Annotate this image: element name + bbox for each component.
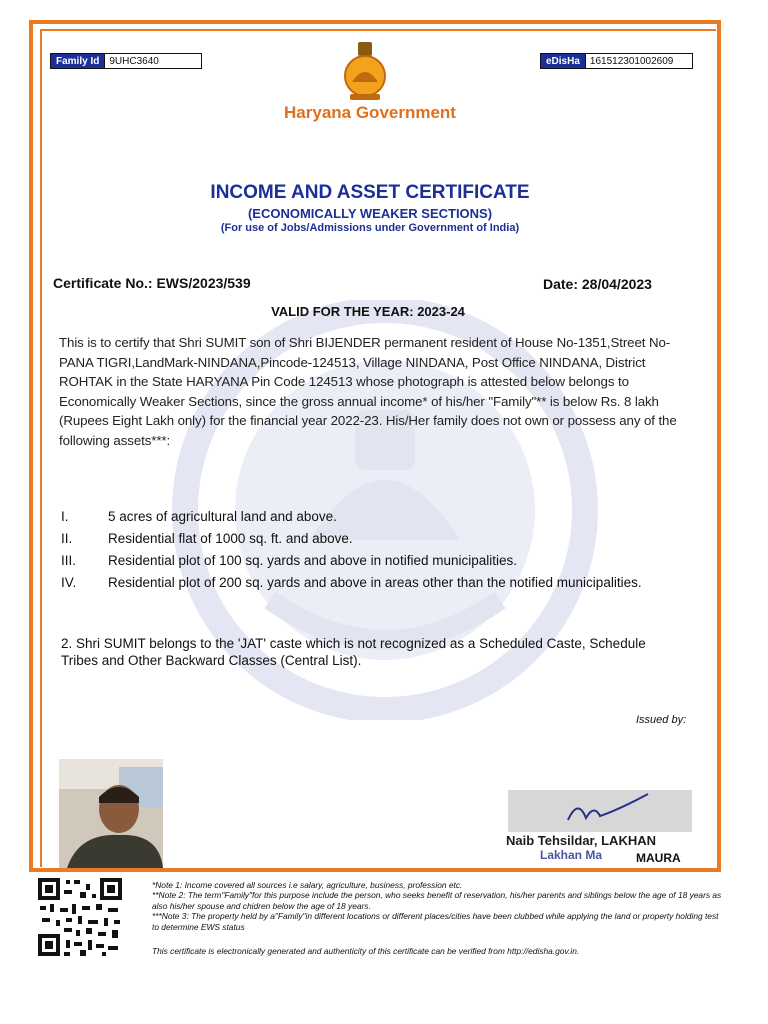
qr-code-icon xyxy=(36,876,124,958)
family-id-value: 9UHC3640 xyxy=(105,53,202,69)
edisha-label: eDisHa xyxy=(540,53,586,69)
list-item-text: Residential plot of 100 sq. yards and above in notified municipalities. xyxy=(108,553,517,568)
certificate-date: Date: 28/04/2023 xyxy=(543,276,652,292)
note-2: **Note 2: The term"Family"for this purpose include the person, who seeks benefit of reservation, his/her parents and siblings below the age of 18 years as also his/her spouse and chidren below the age of 18 years. xyxy=(152,890,722,911)
edisha-value: 161512301002609 xyxy=(586,53,693,69)
list-item xyxy=(61,509,681,525)
list-item xyxy=(61,553,681,569)
certificate-subtitle: (ECONOMICALLY WEAKER SECTIONS) xyxy=(247,206,493,221)
verification-note: This certificate is electronically generated and authenticity of this certificate can be verified from http://edisha.gov.in. xyxy=(152,946,580,956)
list-item-text: 5 acres of agricultural land and above. xyxy=(108,509,337,524)
certification-paragraph: This is to certify that Shri SUMIT son of Shri BIJENDER permanent resident of House No-1351,Street No-PANA TIGRI,LandMark-NINDANA,Pincode-124513, Village NINDANA, Post Office NINDANA, District ROHTAK in the State HARYANA Pin Code 124513 whose photograph is attested below belongs to Economically Weaker Sections, since the gross annual income* of his/her "Family"** is below Rs. 8 lakh (Rupees Eight Lakh only) for the financial year 2022-23. His/Her family does not own or possess any of the following assets***: xyxy=(59,335,677,448)
note-3: ***Note 3: The property held by a"Family"in different locations or different places/cities have been clubbed while applying the land or property holding test to determine EWS status xyxy=(152,911,719,932)
family-id-label: Family Id xyxy=(50,53,105,69)
government-name: Haryana Government xyxy=(284,103,456,122)
note-1: *Note 1: Income covered all sources i.e salary, agriculture, business, profession etc. xyxy=(152,880,463,890)
list-item-number: IV. xyxy=(61,575,77,590)
list-item xyxy=(61,575,681,591)
certificate-use: (For use of Jobs/Admissions under Government of India) xyxy=(220,222,520,234)
stamp-location: MAURA xyxy=(636,851,681,865)
certificate-title: INCOME AND ASSET CERTIFICATE xyxy=(210,182,530,203)
stamp-officer-name: Lakhan Ma xyxy=(540,848,603,862)
stamp-designation: Naib Tehsildar, LAKHAN xyxy=(506,833,657,848)
list-item-text: Residential flat of 1000 sq. ft. and above. xyxy=(108,531,353,546)
valid-year: VALID FOR THE YEAR: 2023-24 xyxy=(271,304,465,319)
list-item-number: I. xyxy=(61,509,69,524)
footnotes xyxy=(152,880,722,932)
list-item-number: III. xyxy=(61,553,77,568)
list-item-number: II. xyxy=(61,531,73,546)
signature-image xyxy=(508,790,692,832)
applicant-photo xyxy=(59,759,163,868)
edisha-box xyxy=(540,53,693,69)
haryana-emblem-icon xyxy=(340,40,390,102)
list-item xyxy=(61,531,681,547)
list-item-text: Residential plot of 200 sq. yards and above in areas other than the notified municipalities. xyxy=(108,575,642,590)
family-id-box xyxy=(50,53,202,69)
issued-by-label: Issued by: xyxy=(636,714,687,726)
certificate-number: Certificate No.: EWS/2023/539 xyxy=(53,275,251,291)
caste-paragraph: 2. Shri SUMIT belongs to the 'JAT' caste which is not recognized as a Scheduled Caste, Schedule Tribes and Other Backward Classes (Central List). xyxy=(61,636,646,668)
